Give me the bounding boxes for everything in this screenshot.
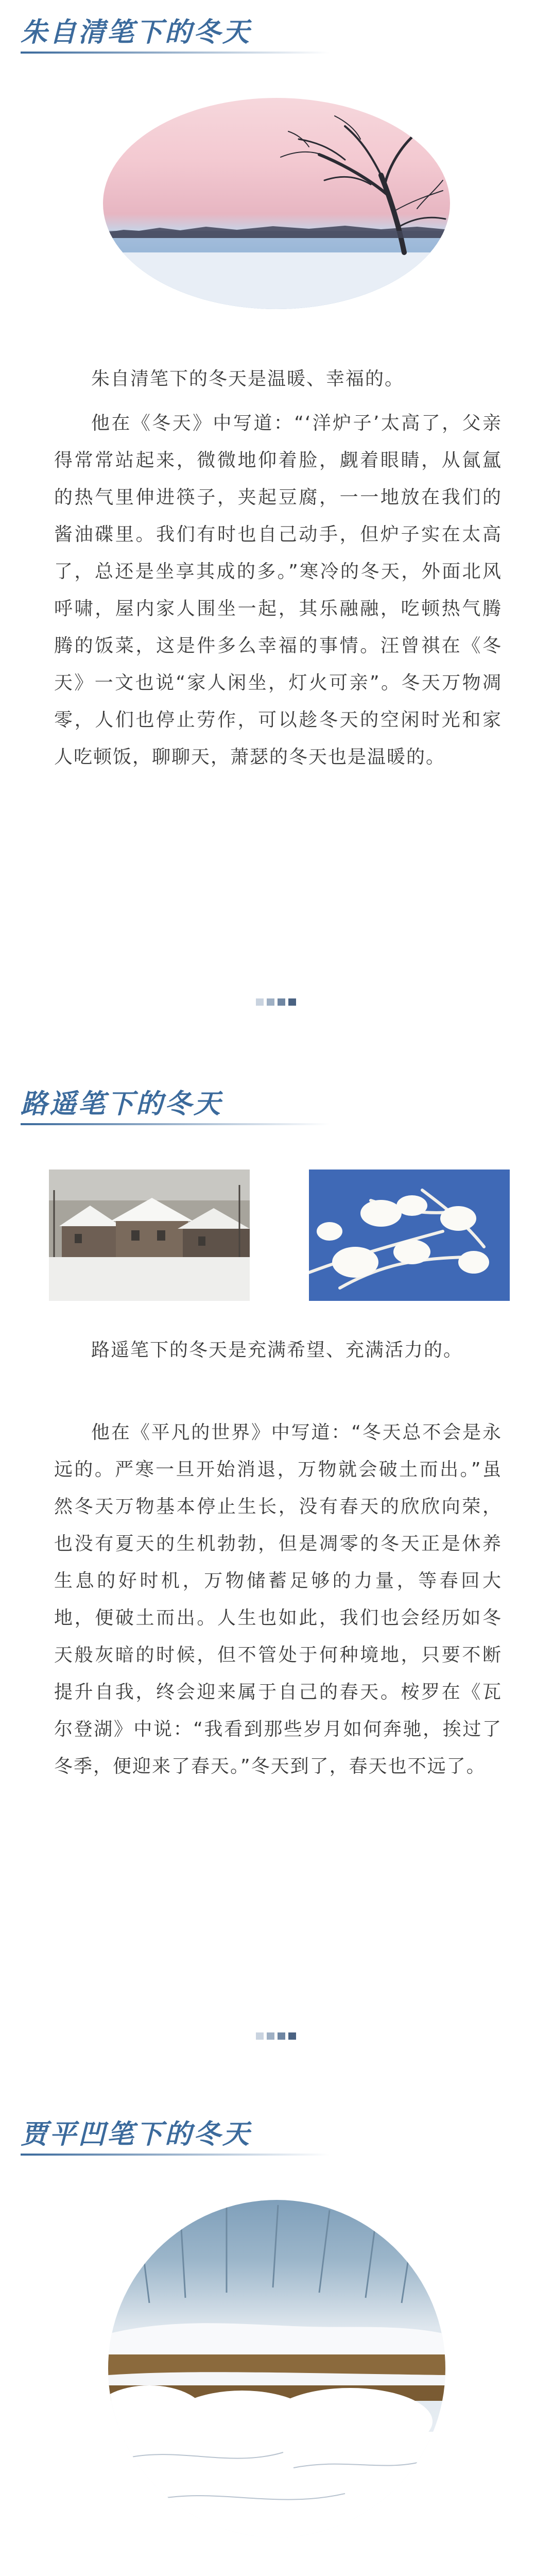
title-underline: [21, 1123, 330, 1125]
paragraph-intro-zhuziqing: 朱自清笔下的冬天是温暖、幸福的。: [91, 368, 405, 389]
paragraph-body-zhuziqing: 他在《冬天》中写道：“‘洋炉子’太高了，父亲得常常站起来，微微地仰着脸，觑着眼睛，从氤氲的热气里伸进筷子，夹起豆腐，一一地放在我们的酱油碟里。我们有时也自己动手，但炉子实在太高了，总还是坐享其成的多。”寒冷的冬天，外面北风呼啸，屋内家人围坐一起，其乐融融，吃顿热气腾腾的饭菜，这是件多么幸福的事情。汪曾祺在《冬天》一文也说“家人闲坐，灯火可亲”。冬天万物凋零，人们也停止劳作，可以趁冬天的空闲时光和家人吃顿饭，聊聊天，萧瑟的冬天也是温暖的。: [54, 413, 502, 768]
section-divider: [256, 2032, 297, 2040]
paragraph-intro-luyao: 路遥笔下的冬天是充满希望、充满活力的。: [91, 1340, 463, 1361]
title-underline: [21, 2154, 330, 2156]
paragraph-body-luyao: 他在《平凡的世界》中写道：“冬天总不会是永远的。严寒一旦开始消退，万物就会破土而出。”虽然冬天万物基本停止生长，没有春天的欣欣向荣，也没有夏天的生机勃勃，但是凋零的冬天正是休养生息的好时机，万物储蓄足够的力量，等春回大地，便破土而出。人生也如此，我们也会经历如冬天般灰暗的时候，但不管处于何种境地，只要不断提升自我，终会迎来属于自己的春天。桉罗在《瓦尔登湖》中说：“我看到那些岁月如何奔驰，挨过了冬季，便迎来了春天。”冬天到了，春天也不远了。: [54, 1422, 502, 1777]
section-title-luyao: 路遥笔下的冬天: [21, 1089, 223, 1120]
section-title-zhuziqing: 朱自清笔下的冬天: [21, 17, 252, 48]
snow-covered-fence-image: [108, 2200, 445, 2537]
section-title-jiapingwa: 贾平凹笔下的冬天: [21, 2119, 252, 2150]
snowy-branches-image: [309, 1170, 510, 1301]
snowy-village-image: [49, 1170, 250, 1301]
section-divider: [256, 998, 297, 1006]
winter-dusk-tree-image: [103, 98, 450, 309]
title-underline: [21, 52, 330, 54]
